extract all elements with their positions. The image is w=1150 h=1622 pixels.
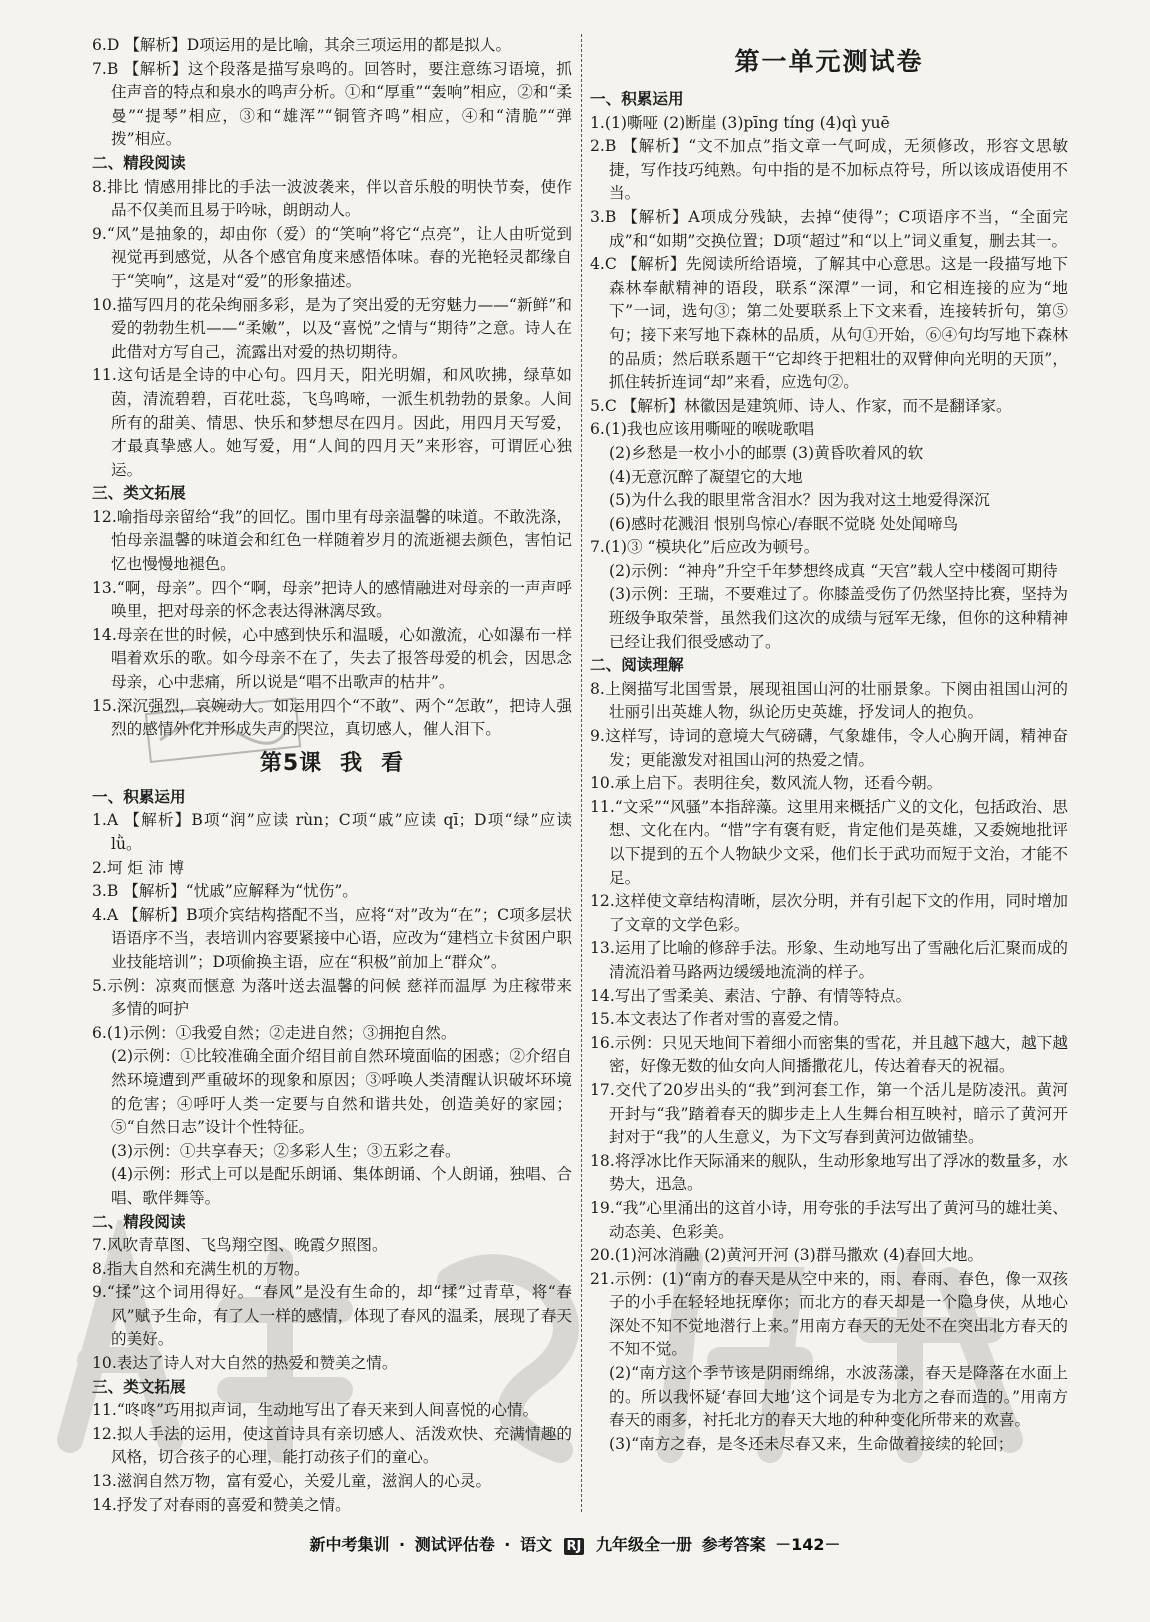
- answer-item: 15.深沉强烈，哀婉动人。如运用四个“不敢”、两个“怎敢”，把诗人强烈的感情外化并形成失声的哭泣，真切感人，催人泪下。: [92, 696, 572, 739]
- page-footer: [0, 1532, 1150, 1555]
- lesson-title-part: 我: [340, 750, 364, 776]
- answer-subitem: (2)乡愁是一枚小小的邮票 (3)黄昏吹着风的软: [609, 443, 924, 462]
- column-divider: [581, 34, 582, 1512]
- answer-item: 4.C 【解析】先阅读所给语境，了解其中心意思。这是一段描写地下森林奉献精神的语段，联系“深潭”一词，和它相连接的应为“地下”一词，选句③；第二处要联系上下文来看，连接转折句，第⑤句；接下来写地下森林的品质，从句①开始，⑥④句均写地下森林的品质；然后联系题干“它却终于把粗壮的双臂伸向光明的天顶”，抓住转折连词“却”来看，应选句②。: [590, 255, 1068, 392]
- answer-subitem: (3)示例：①共享春天；②多彩人生；③五彩之春。: [111, 1141, 461, 1160]
- answer-subitem: (2)示例：“神舟”升空千年梦想终成真 “天宫”载人空中楼阁可期待: [609, 561, 1058, 580]
- answer-item: 9.“揉”这个词用得好。“春风”是没有生命的，却“揉”过青草，将“春风”赋予生命，有了人一样的感情，体现了春风的温柔，展现了春天的美好。: [92, 1283, 572, 1349]
- answer-item: 3.B 【解析】“忧戚”应解释为“忧伤”。: [92, 882, 358, 901]
- answer-item: 6.D 【解析】D项运用的是比喻，其余三项运用的都是拟人。: [92, 36, 512, 54]
- answer-item: 1.A 【解析】B项“润”应读 rùn；C项“戚”应读 qī；D项“绿”应读 lǜ。: [92, 811, 572, 853]
- section-heading: 一、积累运用: [590, 90, 684, 108]
- answer-item: 7.B 【解析】这个段落是描写泉鸣的。回答时，要注意练习语境，抓住声音的特点和泉水的鸣声分析。①和“厚重”“轰响”相应，②和“柔曼”“提琴”相应，③和“雄浑”“铜管齐鸣”相应，④和“清脆”“弹拨”相应。: [92, 59, 572, 149]
- answer-item: 5.C 【解析】林徽因是建筑师、诗人、作家，而不是翻译家。: [590, 396, 1012, 415]
- answer-subitem: (5)为什么我的眼里常含泪水？因为我对这土地爱得深沉: [609, 491, 990, 510]
- answer-item: 13.运用了比喻的修辞手法。形象、生动地写出了雪融化后汇聚而成的清流沿着马路两边缓缓地流淌的样子。: [590, 939, 1068, 981]
- answer-item: 2.B 【解析】“文不加点”指文章一气呵成，无须修改，形容文思敏捷，写作技巧纯熟。句中指的是不加标点符号，所以该成语使用不当。: [590, 137, 1068, 203]
- answer-item: 10.承上启下。表明往矣，数风流人物，还看今朝。: [590, 774, 943, 793]
- section-heading: 三、类文拓展: [92, 1377, 186, 1396]
- section-heading: 二、阅读理解: [590, 656, 684, 675]
- answer-item: 7.(1)③ “模块化”后应改为顿号。: [590, 538, 820, 557]
- answer-item: 11.这句话是全诗的中心句。四月天，阳光明媚，和风吹拂，绿草如茵，清流碧碧，百花吐蕊，飞鸟鸣啼，一派生机勃勃的景象。人间所有的甜美、情思、快乐和梦想尽在四月。因此，用四月天写爱，才最真挚感人。她写爱，用“人间的四月天”来形容，可谓匠心独运。: [92, 366, 572, 479]
- answer-item: 21.示例：(1)“南方的春天是从空中来的，雨、春雨、春色，像一双孩子的小手在轻轻地抚摩你；而北方的春天却是一个隐身侠，从地心深处不知不觉地潜行上来。”用南方春天的无处不在突出北方春天的不知不觉。: [590, 1269, 1068, 1359]
- section-heading: 二、精段阅读: [92, 153, 186, 172]
- answer-item: 1.(1)嘶哑 (2)断崖 (3)pīng tíng (4)qì yuē: [590, 113, 890, 132]
- answer-item: 12.喻指母亲留给“我”的回忆。围巾里有母亲温馨的味道。不敢洗涤，怕母亲温馨的味道会和红色一样随着岁月的流逝褪去颜色，害怕记忆也慢慢地褪色。: [92, 507, 572, 574]
- footer-edition-badge: RJ: [564, 1538, 585, 1555]
- unit-test-title: 第一单元测试卷: [734, 47, 924, 76]
- answer-item: 11.“咚咚”巧用拟声词，生动地写出了春天来到人间喜悦的心情。: [92, 1401, 539, 1420]
- footer-grade: 九年级全一册: [595, 1535, 692, 1554]
- left-column: [92, 34, 572, 1517]
- section-heading: 一、积累运用: [92, 787, 186, 806]
- right-column: [590, 34, 1068, 1456]
- answer-item: 7.风吹青草图、飞鸟翔空图、晚霞夕照图。: [92, 1236, 388, 1255]
- section-heading: 三、类文拓展: [92, 484, 186, 503]
- answer-item: 14.母亲在世的时候，心中感到快乐和温暖，心如激流，心如瀑布一样唱着欢乐的歌。如今母亲不在了，失去了报答母爱的机会，因思念母亲，心中悲痛，所以说是“唱不出歌声的枯井”。: [92, 625, 572, 692]
- lesson-title-part: 看: [381, 750, 405, 776]
- footer-book: 测试评估卷: [414, 1535, 495, 1554]
- lesson-title: [92, 742, 572, 786]
- answer-item: 8.指大自然和充满生机的万物。: [92, 1259, 310, 1278]
- answer-item: 4.A 【解析】B项介宾结构搭配不当，应将“对”改为“在”；C项多层状语语序不当，表培训内容要紧接中心语，应改为“建档立卡贫困户职业技能培训”；D项偷换主语，应在“积极”前加上“群众”。: [92, 905, 572, 971]
- answer-item: 9.“风”是抽象的，却由你（爱）的“笑响”将它“点亮”，让人由听觉到视觉再到感觉，从各个感官角度来感悟体味。春的光艳轻灵都缘自于“笑响”，这是对“爱”的形象描述。: [92, 224, 572, 290]
- answer-item: 13.滋润自然万物，富有爱心，关爱儿童，滋润人的心灵。: [92, 1472, 492, 1491]
- answer-item: 2.坷 炬 沛 博: [92, 858, 185, 877]
- answer-subitem: (2)“南方这个季节该是阴雨绵绵，水波荡漾，春天是降落在水面上的。所以我怀疑‘春回大地’这个词是专为北方之春而造的。”用南方春天的雨多，衬托北方的春天大地的种种变化所带来的欢喜。: [609, 1364, 1068, 1430]
- footer-page-number: －142－: [775, 1535, 841, 1554]
- footer-section: 参考答案: [701, 1535, 766, 1554]
- answer-item: 12.拟人手法的运用，使这首诗具有亲切感人、活泼欢快、充满情趣的风格，切合孩子的心理，能打动孩子们的童心。: [92, 1424, 572, 1467]
- answer-item: 15.本文表达了作者对雪的喜爱之情。: [590, 1010, 849, 1029]
- answer-item: 19.“我”心里涌出的这首小诗，用夸张的手法写出了黄河马的雄壮美、动态美、色彩美。: [590, 1198, 1068, 1241]
- answer-item: 8.上阕描写北国雪景，展现祖国山河的壮丽景象。下阕由祖国山河的壮丽引出英雄人物，纵论历史英雄，抒发词人的抱负。: [590, 679, 1068, 722]
- answer-item: 3.B 【解析】A项成分残缺，去掉“使得”；C项语序不当，“全面完成”和“如期”交换位置；D项“超过”和“以上”词义重复，删去其一。: [590, 207, 1068, 250]
- lesson-title-part: 第5课: [259, 750, 323, 776]
- answer-item: 20.(1)河冰消融 (2)黄河开河 (3)群马撒欢 (4)春回大地。: [590, 1246, 984, 1265]
- answer-item: 10.描写四月的花朵绚丽多彩，是为了突出爱的无穷魅力——“新鲜”和爱的勃勃生机——“柔嫩”，以及“喜悦”之情与“期待”之意。诗人在此借对方写自己，流露出对爱的热切期待。: [92, 295, 572, 361]
- section-heading: 二、精段阅读: [92, 1212, 186, 1231]
- footer-separator: ·: [399, 1535, 406, 1554]
- footer-separator: ·: [504, 1535, 511, 1554]
- answer-item: 10.表达了诗人对大自然的热爱和赞美之情。: [92, 1354, 398, 1373]
- answer-subitem: (6)感时花溅泪 恨别鸟惊心/春眠不觉晓 处处闻啼鸟: [609, 514, 959, 533]
- answer-subitem: (3)示例：王瑞，不要难过了。你膝盖受伤了仍然坚持比赛，坚持为班级争取荣誉，虽然我们这次的成绩与冠军无缘，但你的这种精神已经让我们很受感动了。: [609, 585, 1068, 651]
- answer-item: 9.这样写，诗词的意境大气磅礴，气象雄伟，令人心胸开阔，精神奋发；更能激发对祖国山河的热爱之情。: [590, 727, 1068, 769]
- answer-item: 6.(1)我也应该用嘶哑的喉咙歌唱: [590, 420, 815, 439]
- answer-item: 11.“文采”“风骚”本指辞藻。这里用来概括广义的文化，包括政治、思想、文化在内。“惜”字有褒有贬，肯定他们是英雄，又委婉地批评以下提到的五个人物缺少文采，他们长于武功而短于文治，才能不足。: [590, 797, 1068, 887]
- answer-subitem: (3)“南方之春，是冬还未尽春又来，生命做着接续的轮回；: [609, 1434, 1014, 1453]
- answer-item: 17.交代了20岁出头的“我”到河套工作，第一个活儿是防凌汛。黄河开封与“我”踏着春天的脚步走上人生舞台相互映衬，暗示了黄河开封对于“我”的人生意义，为下文写春到黄河边做铺垫。: [590, 1080, 1068, 1147]
- answer-subitem: (2)示例：①比较准确全面介绍目前自然环境面临的困惑；②介绍自然环境遭到严重破坏的现象和原因；③呼唤人类清醒认识破坏环境的危害；④呼吁人类一定要与自然和谐共处，创造美好的家园；⑤“自然日志”设计个性特征。: [111, 1047, 572, 1137]
- answer-subitem: (4)示例：形式上可以是配乐朗诵、集体朗诵、个人朗诵，独唱、合唱、歌伴舞等。: [111, 1165, 572, 1207]
- answer-item: 14.写出了雪柔美、素洁、宁静、有情等特点。: [590, 986, 912, 1005]
- answer-item: 14.抒发了对春雨的喜爱和赞美之情。: [92, 1495, 351, 1514]
- answer-item: 6.(1)示例：①我爱自然；②走进自然；③拥抱自然。: [92, 1023, 457, 1042]
- footer-subject: 语文: [519, 1535, 552, 1554]
- answer-item: 18.将浮冰比作天际涌来的舰队，生动形象地写出了浮冰的数量多，水势大，迅急。: [590, 1151, 1068, 1194]
- answer-item: 13.“啊，母亲”。四个“啊，母亲”把诗人的感情融进对母亲的一声声呼唤里，把对母亲的怀念表达得淋漓尽致。: [92, 578, 572, 621]
- answer-item: 5.示例：凉爽而惬意 为落叶送去温馨的问候 慈祥而温厚 为庄稼带来多情的呵护: [92, 976, 572, 1019]
- footer-series: 新中考集训: [309, 1535, 390, 1554]
- answer-item: 12.这样使文章结构清晰，层次分明，并有引起下文的作用，同时增加了文章的文学色彩。: [590, 892, 1068, 934]
- answer-item: 16.示例：只见天地间下着细小而密集的雪花，并且越下越大，越下越密，好像无数的仙女向人间播撒花儿，传达着春天的祝福。: [590, 1033, 1068, 1076]
- answer-item: 8.排比 情感用排比的手法一波波袭来，伴以音乐般的明快节奏，使作品不仅美而且易于吟咏，朗朗动人。: [92, 177, 572, 220]
- answer-subitem: (4)无意沉醉了凝望它的大地: [609, 467, 803, 486]
